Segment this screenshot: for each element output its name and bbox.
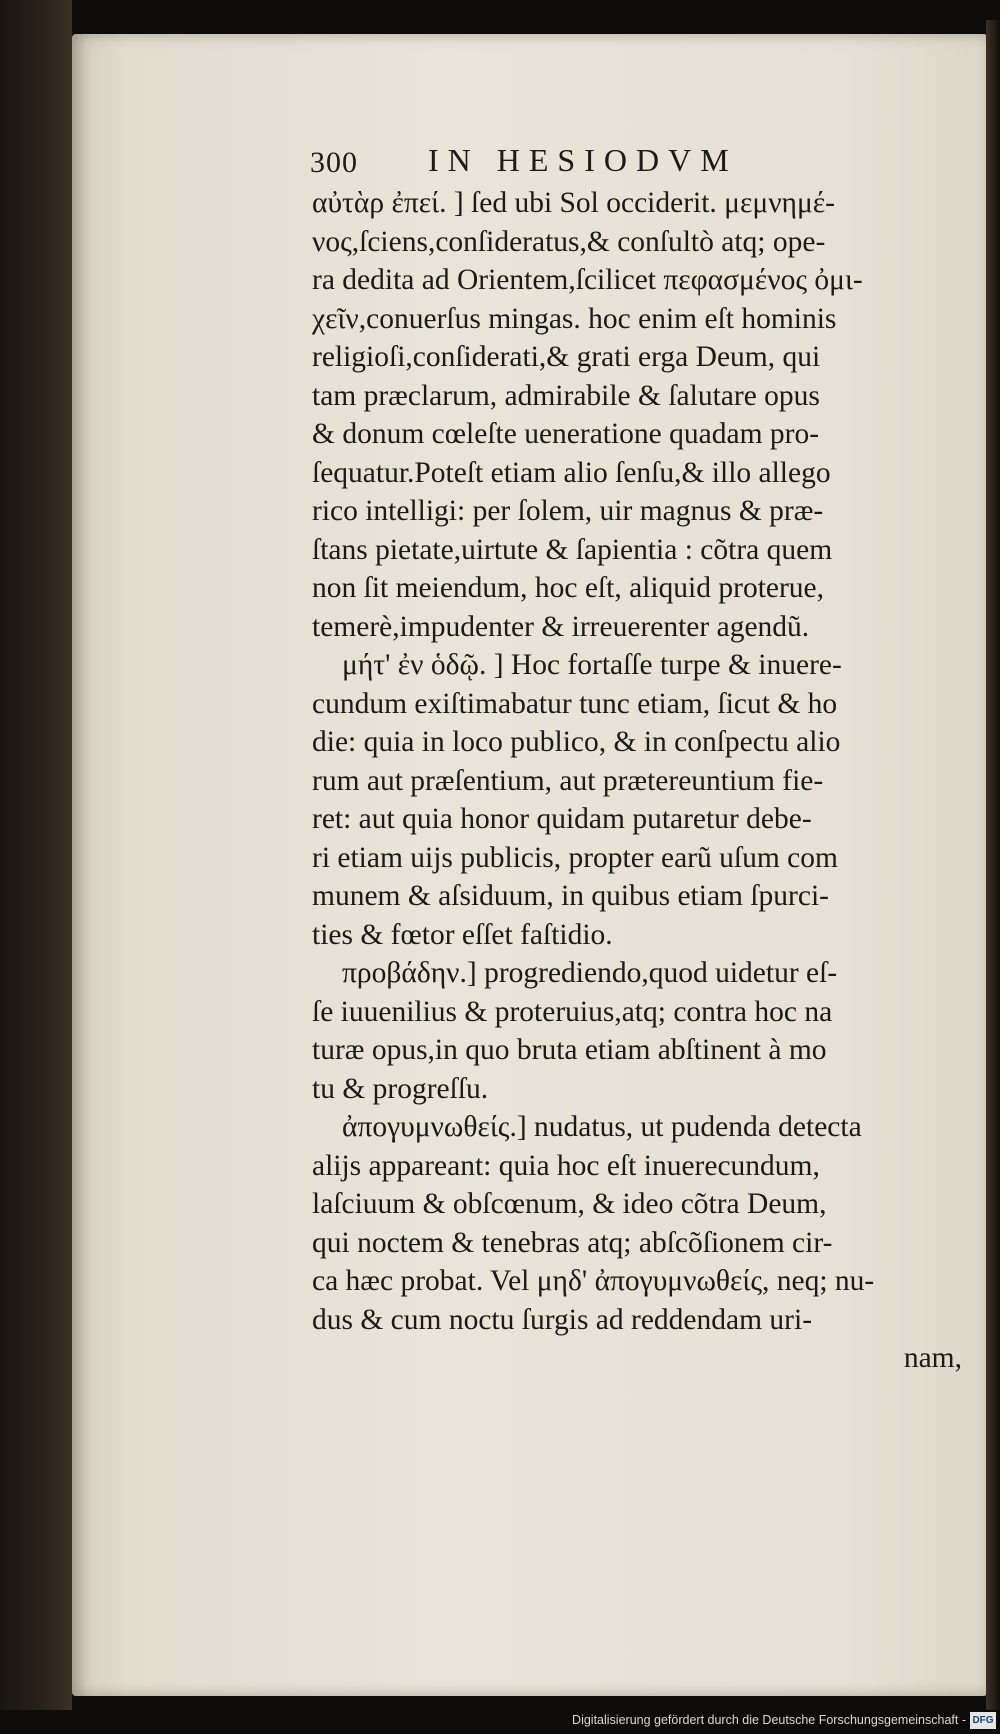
text-line: νος,ſciens,conſideratus,& conſultò atq; ope- bbox=[312, 225, 826, 258]
body-text bbox=[312, 184, 962, 1378]
text-line: ſequatur.Poteſt etiam alio ſenſu,& illo allego bbox=[312, 456, 831, 489]
text-line: ἀπογυμνωθείς.] nudatus, ut pudenda detecta bbox=[342, 1111, 862, 1143]
text-line: ſtans pietate,uirtute & ſapientia : cõtra quem bbox=[312, 533, 833, 566]
text-line: qui noctem & tenebras atq; abſcõſionem cir- bbox=[312, 1226, 833, 1259]
text-line: temerè,impudenter & irreuerenter agendũ. bbox=[312, 610, 810, 643]
text-line: rico intelligi: per ſolem, uir magnus & præ- bbox=[312, 495, 824, 527]
text-line: tam præclarum, admirabile & ſalutare opus bbox=[312, 379, 820, 412]
text-line: rum aut præſentium, aut prætereuntium fie- bbox=[312, 764, 824, 797]
text-line: ſe iuuenilius & proteruius,atq; contra hoc na bbox=[312, 995, 833, 1028]
scan-left-edge bbox=[0, 0, 72, 1734]
text-line: turæ opus,in quo bruta etiam abſtinent à mo bbox=[312, 1034, 827, 1066]
catchword: nam, bbox=[903, 1342, 962, 1374]
running-head: IN HESIODVM bbox=[428, 142, 738, 178]
text-line: μήτ' ἐν ὁδῷ. ] Hoc fortaſſe turpe & inuere- bbox=[342, 649, 842, 681]
text-line: munem & aſsiduum, in quibus etiam ſpurci- bbox=[312, 880, 829, 912]
text-line: tu & progreſſu. bbox=[312, 1072, 489, 1105]
page-header bbox=[310, 142, 970, 182]
text-line: religioſi,conſiderati,& grati erga Deum, qui bbox=[312, 341, 821, 373]
text-line: χεῖν,conuerſus mingas. hoc enim eſt hominis bbox=[312, 302, 837, 335]
text-line: non ſit meiendum, hoc eſt, aliquid proterue, bbox=[312, 572, 825, 604]
text-line: ret: aut quia honor quidam putaretur debe- bbox=[312, 803, 812, 835]
dfg-logo: DFG bbox=[970, 1712, 996, 1729]
text-line: & donum cœleſte ueneratione quadam pro- bbox=[312, 418, 820, 450]
text-line: ri etiam uijs publicis, propter earũ uſum com bbox=[312, 841, 838, 874]
text-line: dus & cum noctu ſurgis ad reddendam uri- bbox=[312, 1303, 813, 1336]
text-line: αὐτὰρ ἐπεί. ] ſed ubi Sol occiderit. μεμνημέ- bbox=[312, 187, 835, 219]
text-line: ties & fœtor eſſet faſtidio. bbox=[312, 918, 613, 951]
page-edge-right bbox=[986, 20, 1000, 1710]
text-line: ca hæc probat. Vel μηδ' ἀπογυμνωθείς, neq; nu- bbox=[312, 1265, 875, 1297]
text-line: cundum exiſtimabatur tunc etiam, ſicut & ho bbox=[312, 687, 838, 720]
page-number: 300 bbox=[310, 146, 358, 179]
text-line: ra dedita ad Orientem,ſcilicet πεφασμένος ὀμι- bbox=[312, 264, 863, 296]
digitization-footer bbox=[0, 1710, 1000, 1734]
text-line: laſciuum & obſcœnum, & ideo cõtra Deum, bbox=[312, 1188, 827, 1220]
text-line: προβάδην.] progrediendo,quod uidetur eſ- bbox=[342, 957, 838, 989]
funding-credit: Digitalisierung gefördert durch die Deutsche Forschungsgemeinschaft - bbox=[572, 1713, 966, 1727]
text-line: die: quia in loco publico, & in conſpectu alio bbox=[312, 726, 841, 758]
text-line: alijs appareant: quia hoc eſt inuerecundum, bbox=[312, 1149, 820, 1182]
